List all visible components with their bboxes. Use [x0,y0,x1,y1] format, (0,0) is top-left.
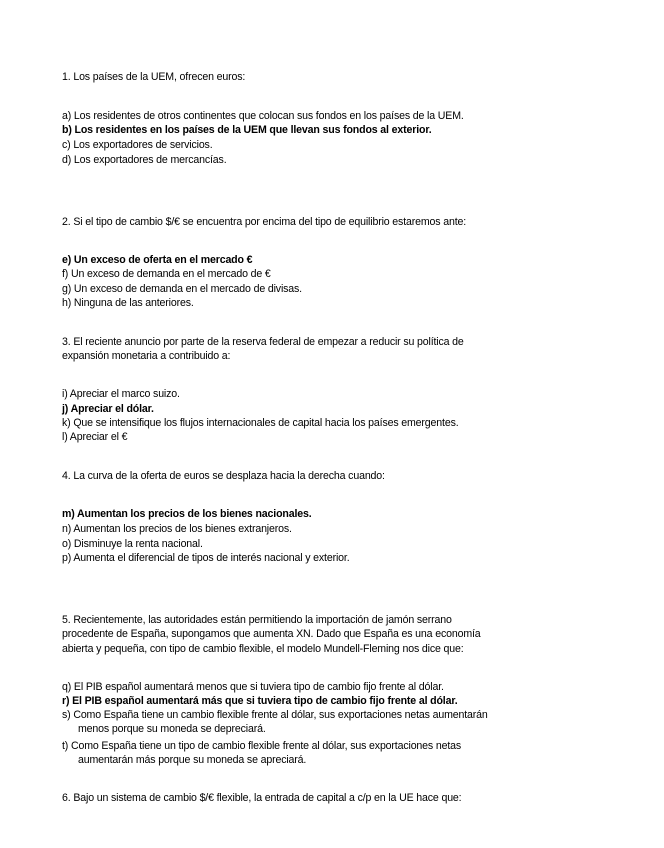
option-p: p) Aumenta el diferencial de tipos de interés nacional y exterior. [62,552,350,564]
option-t: t) Como España tiene un tipo de cambio flexible frente al dólar, sus exportaciones netas [62,740,462,752]
option-g: g) Un exceso de demanda en el mercado de divisas. [62,283,302,295]
option-n: n) Aumentan los precios de los bienes extranjeros. [62,523,292,535]
question-5-prompt-line-1: 5. Recientemente, las autoridades están permitiendo la importación de jamón serrano [62,614,452,626]
question-5-prompt-line-3: abierta y pequeña, con tipo de cambio flexible, el modelo Mundell-Fleming nos dice que: [62,643,464,655]
question-5-prompt-line-2: procedente de España, supongamos que aumenta XN. Dado que España es una economía [62,628,481,640]
option-l: l) Apreciar el € [62,431,128,443]
option-j-correct: j) Apreciar el dólar. [62,403,154,415]
option-m-correct: m) Aumentan los precios de los bienes nacionales. [62,508,312,520]
question-2-prompt: 2. Si el tipo de cambio $/€ se encuentra por encima del tipo de equilibrio estaremos ante: [62,216,467,228]
option-q: q) El PIB español aumentará menos que si tuviera tipo de cambio fijo frente al dólar. [62,681,444,693]
option-k: k) Que se intensifique los flujos internacionales de capital hacia los países emergentes. [62,417,459,429]
question-4-prompt: 4. La curva de la oferta de euros se desplaza hacia la derecha cuando: [62,470,385,482]
option-d: d) Los exportadores de mercancías. [62,154,227,166]
option-t-continuation: aumentarán más porque su moneda se apreciará. [78,754,307,766]
option-b-correct: b) Los residentes en los países de la UEM que llevan sus fondos al exterior. [62,124,432,136]
question-3-prompt-line-2: expansión monetaria a contribuido a: [62,350,231,362]
option-i: i) Apreciar el marco suizo. [62,388,180,400]
option-a: a) Los residentes de otros continentes que colocan sus fondos en los países de la UEM. [62,110,464,122]
option-e-correct: e) Un exceso de oferta en el mercado € [62,254,253,266]
question-1-prompt: 1. Los países de la UEM, ofrecen euros: [62,71,246,83]
option-s-continuation: menos porque su moneda se depreciará. [78,723,266,735]
option-r-correct: r) El PIB español aumentará más que si tuviera tipo de cambio fijo frente al dólar. [62,695,458,707]
option-c: c) Los exportadores de servicios. [62,139,213,151]
option-o: o) Disminuye la renta nacional. [62,538,203,550]
question-3-prompt-line-1: 3. El reciente anuncio por parte de la reserva federal de empezar a reducir su política de [62,336,464,348]
option-h: h) Ninguna de las anteriores. [62,297,194,309]
option-f: f) Un exceso de demanda en el mercado de € [62,268,271,280]
option-s: s) Como España tiene un cambio flexible frente al dólar, sus exportaciones netas aumentarán [62,709,488,721]
question-6-prompt: 6. Bajo un sistema de cambio $/€ flexible, la entrada de capital a c/p en la UE hace que: [62,792,462,804]
